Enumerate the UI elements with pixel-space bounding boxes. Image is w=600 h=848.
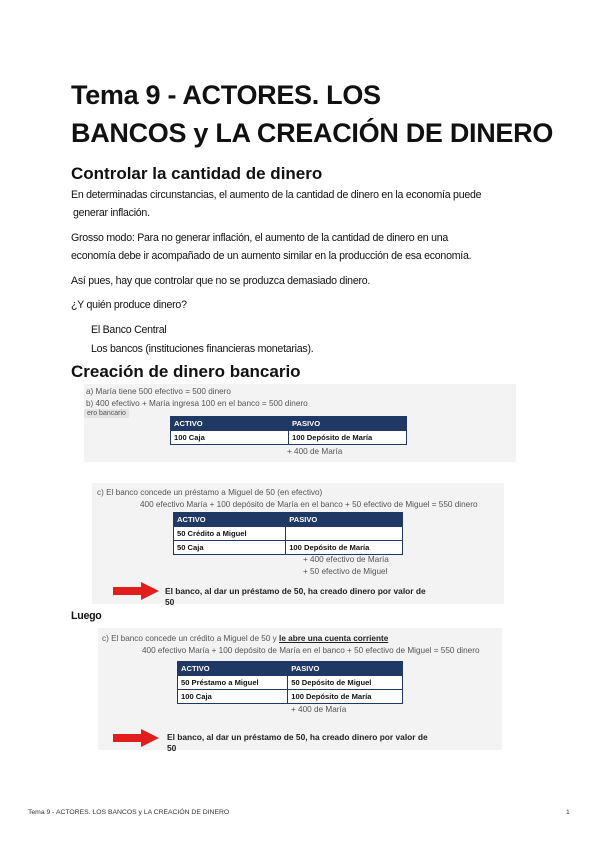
table-cell: 50 Depósito de Miguel [288,676,403,690]
red-arrow-icon [113,729,159,747]
page-title-line1: Tema 9 - ACTORES. LOS [71,80,381,110]
table-cell: 100 Depósito de María [288,690,403,704]
fig1-balance-table [170,416,407,445]
table-header-pasivo: PASIVO [288,662,403,676]
table-row [174,527,403,541]
paragraph-2-line-2: economía debe ir acompañado de un aumento similar en la producción de esa economía. [71,250,472,262]
luego-label: Luego [71,610,102,622]
section-heading-creacion: Creación de dinero bancario [71,362,301,381]
fig3-line-c-emphasis: le abre una cuenta corriente [279,634,389,643]
table-row [171,431,407,445]
fig2-conclusion-line-2: 50 [165,597,175,607]
table-cell: 100 Caja [171,431,289,445]
fig1-line-b: b) 400 efectivo + María ingresa 100 en el banco = 500 dinero [86,399,308,408]
fig2-line-sum: 400 efectivo María + 100 depósito de María en el banco + 50 efectivo de Miguel = 550 dinero [140,500,478,509]
fig2-balance-table [173,512,403,555]
table-cell: 50 Crédito a Miguel [174,527,286,541]
table-cell [286,527,403,541]
fig3-conclusion-line-1: El banco, al dar un préstamo de 50, ha creado dinero por valor de [167,732,428,742]
red-arrow-icon [113,582,159,600]
list-item: Los bancos (instituciones financieras monetarias). [91,343,314,355]
page-number: 1 [566,809,570,816]
footer-title: Tema 9 - ACTORES. LOS BANCOS y LA CREACIÓN DE DINERO [28,809,230,816]
fig1-tag: ero bancario [84,409,129,418]
table-header-pasivo: PASIVO [286,513,403,527]
table-row [178,690,403,704]
figure-3-panel [98,628,502,753]
page-title-line2: BANCOS y LA CREACIÓN DE DINERO [71,118,554,148]
table-cell: 50 Caja [174,541,286,555]
table-header-activo: ACTIVO [178,662,288,676]
table-cell: 100 Caja [178,690,288,704]
table-cell: 100 Depósito de María [286,541,403,555]
paragraph-2-line-1: Grosso modo: Para no generar inflación, el aumento de la cantidad de dinero en una [71,232,449,244]
section-heading-controlar: Controlar la cantidad de dinero [71,164,323,183]
table-row [174,541,403,555]
fig2-line-c: c) El banco concede un préstamo a Miguel de 50 (en efectivo) [97,488,323,497]
paragraph-4: ¿Y quién produce dinero? [71,299,187,311]
paragraph-1-line-1: En determinadas circunstancias, el aumento de la cantidad de dinero en la economía puede [71,189,482,201]
table-cell: 50 Préstamo a Miguel [178,676,288,690]
paragraph-3: Así pues, hay que controlar que no se produzca demasiado dinero. [71,275,371,287]
figure-1-panel [84,384,516,462]
fig3-conclusion-line-2: 50 [167,743,177,753]
fig3-line-c [102,634,388,643]
fig3-line-c-text: c) El banco concede un crédito a Miguel de 50 y [102,634,280,643]
fig3-note: + 400 de María [291,705,347,714]
paragraph-1-line-2: generar inflación. [73,207,150,219]
fig3-line-sum: 400 efectivo María + 100 depósito de María en el banco + 50 efectivo de Miguel = 550 dinero [142,646,480,655]
fig2-note-2: + 50 efectivo de Miguel [303,567,388,576]
list-item: El Banco Central [91,324,167,336]
fig1-line-a: a) María tiene 500 efectivo = 500 dinero [86,387,231,396]
table-header-pasivo: PASIVO [289,417,407,431]
fig3-balance-table [177,661,403,704]
fig2-conclusion-line-1: El banco, al dar un préstamo de 50, ha creado dinero por valor de [165,586,426,596]
figure-2-panel [92,483,504,607]
table-row [178,676,403,690]
fig1-note: + 400 de María [287,447,343,456]
table-header-activo: ACTIVO [171,417,289,431]
fig2-note-1: + 400 efectivo de María [303,555,389,564]
table-cell: 100 Depósito de María [289,431,407,445]
table-header-activo: ACTIVO [174,513,286,527]
